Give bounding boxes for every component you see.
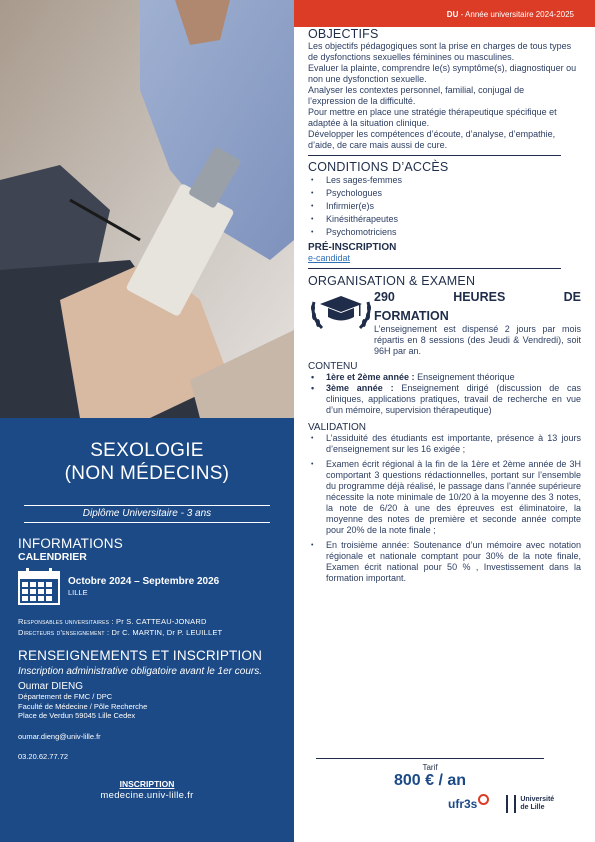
- calendar-heading: CALENDRIER: [18, 551, 87, 563]
- list-item: [308, 372, 581, 383]
- logos: [448, 795, 554, 813]
- validation-list: [308, 433, 581, 584]
- divider: [308, 155, 561, 156]
- consultation-photo: [0, 0, 294, 418]
- hours-description: L’enseignement est dispensé 2 jours par mois répartis en 8 sessions (des Jeudi & Vendredi), soit 96H par an.: [374, 324, 581, 356]
- tarif-block: [308, 758, 552, 790]
- organisation-heading: ORGANISATION & EXAMEN: [308, 274, 476, 288]
- ufr3s-text: ufr3s: [448, 797, 478, 811]
- program-title: [18, 439, 276, 485]
- divider: [24, 522, 270, 523]
- contact-name: Oumar DIENG: [18, 681, 84, 692]
- contenu-heading: CONTENU: [308, 361, 358, 372]
- address-line: Département de FMC / DPC: [18, 692, 113, 701]
- tarif-label: Tarif: [422, 763, 438, 772]
- calendar-dates: Octobre 2024 – Septembre 2026: [68, 575, 220, 587]
- objectifs-text: [308, 41, 581, 151]
- list-item: • En troisième année: Soutenance d’un mémoire avec notation régionale et nationale comptant pour 30% de la note finale, Examen écrit national pour 50 % , Investissement dans la formation important.: [308, 540, 581, 584]
- calendar-icon: [18, 567, 60, 605]
- calendar-place: LILLE: [68, 587, 88, 597]
- list-item: • Kinésithérapeutes: [308, 213, 581, 226]
- renseignements-heading: RENSEIGNEMENTS ET INSCRIPTION: [18, 648, 263, 663]
- contact-email[interactable]: oumar.dieng@univ-lille.fr: [18, 731, 101, 741]
- hours-block: [308, 290, 581, 357]
- directeurs-value: : Dr C. MARTIN, Dr P. LEUILLET: [104, 628, 223, 637]
- info-panel: [0, 418, 294, 842]
- objectif-line: l’expression de la difficulté.: [308, 96, 416, 106]
- program-type: DU: [446, 10, 459, 19]
- list-item: • Examen écrit régional à la fin de la 1ère et 2ème année de 3H comportant 3 questions rédactionnelles, portant sur l’ensemble du programme déjà réalisé, le passage dans l’année supérieure nécessite la note minimale de 10/20 à la moyenne des 3 notes, la note de 6/20 à une des épreuves est éliminatoire, la moyenne des notes de première et seconde année compte pour 20% de la note finale ;: [308, 459, 581, 536]
- contenu-text: Enseignement théorique: [414, 372, 515, 382]
- divider: [308, 268, 561, 269]
- inscription-label: INSCRIPTION: [119, 778, 175, 789]
- right-column: [294, 0, 595, 842]
- hours-line-1: 290 HEURES DE: [374, 290, 581, 304]
- list-item: • Infirmier(e)s: [308, 200, 581, 213]
- header-bar: [294, 0, 595, 27]
- objectif-line: Evaluer la plainte, comprendre le(s) symptôme(s), diagnostiquer ou non une dysfonction sexuelle.: [308, 63, 577, 84]
- universite-lille-logo: [506, 795, 554, 813]
- objectif-line: Les objectifs pédagogiques sont la prise en charges de tous types de dysfonctions sexuelles féminines ou masculines.: [308, 41, 572, 62]
- directeurs-label: Directeurs d’enseignement: [18, 628, 105, 637]
- calendar-row: [18, 567, 276, 605]
- contenu-year: 1ère et 2ème année :: [326, 372, 415, 382]
- universite-lille-mark-icon: [506, 795, 516, 813]
- address-line: Faculté de Médecine / Pôle Recherche: [18, 701, 148, 711]
- objectif-line: Analyser les contextes personnel, familial, conjugal de: [308, 85, 525, 95]
- contenu-text: Enseignement dirigé (discussion de cas cliniques, applications pratiques, travail de recherche en vue d’un mémoire, supervision thérapeutique): [326, 383, 582, 415]
- contenu-list: [308, 372, 581, 416]
- title-line-2: (NON MÉDECINS): [64, 463, 230, 484]
- contact-address: [18, 692, 276, 721]
- ufr3s-logo: [448, 797, 489, 811]
- divider: [316, 758, 544, 759]
- list-item: [308, 383, 581, 416]
- left-column: [0, 0, 294, 842]
- objectif-line: Développer les compétences d’écoute, d’analyse, d’empathie, d’aide, de care mais aussi de cure.: [308, 129, 556, 150]
- responsables: [18, 616, 276, 638]
- contact-phone: 03.20.62.77.72: [18, 751, 69, 761]
- tarif-value: 800 € / an: [393, 772, 467, 789]
- inscription-link[interactable]: medecine.univ-lille.fr: [100, 789, 194, 801]
- ufr3s-mark-icon: [478, 794, 489, 805]
- informations-heading: INFORMATIONS: [18, 536, 123, 551]
- contenu-year: 3ème année :: [326, 383, 394, 393]
- objectifs-heading: OBJECTIFS: [308, 27, 379, 41]
- diploma-type: Diplôme Universitaire - 3 ans: [82, 508, 212, 519]
- conditions-heading: CONDITIONS D’ACCÈS: [308, 160, 449, 174]
- title-line-1: SEXOLOGIE: [90, 440, 204, 461]
- list-item: • L’assiduité des étudiants est importante, présence à 13 jours d’enseignement sur les 16 exigée ;: [308, 433, 581, 455]
- univ-line-2: de Lille: [520, 804, 545, 811]
- univ-line-1: Université: [520, 796, 555, 803]
- responsables-label: Responsables universitaires: [18, 617, 110, 626]
- main-content: [308, 27, 581, 588]
- responsables-value: : Pr S. CATTEAU-JONARD: [109, 617, 207, 626]
- objectif-line: Pour mettre en place une stratégie thérapeutique spécifique et adaptée à la situation clinique.: [308, 107, 557, 128]
- pre-inscription-heading: PRÉ-INSCRIPTION: [308, 242, 397, 253]
- list-item: • Psychomotriciens: [308, 226, 581, 239]
- academic-year: - Année universitaire 2024-2025: [458, 10, 574, 19]
- e-candidat-link[interactable]: e-candidat: [308, 253, 351, 263]
- list-item: • Psychologues: [308, 187, 581, 200]
- validation-heading: VALIDATION: [308, 422, 366, 433]
- inscription-note: Inscription administrative obligatoire avant le 1er cours.: [18, 666, 263, 677]
- conditions-list: [308, 174, 581, 239]
- list-item: • Les sages-femmes: [308, 174, 581, 187]
- graduation-cap-icon: [308, 292, 374, 332]
- hours-line-2: FORMATION: [374, 308, 449, 323]
- address-line: Place de Verdun 59045 Lille Cedex: [18, 711, 136, 720]
